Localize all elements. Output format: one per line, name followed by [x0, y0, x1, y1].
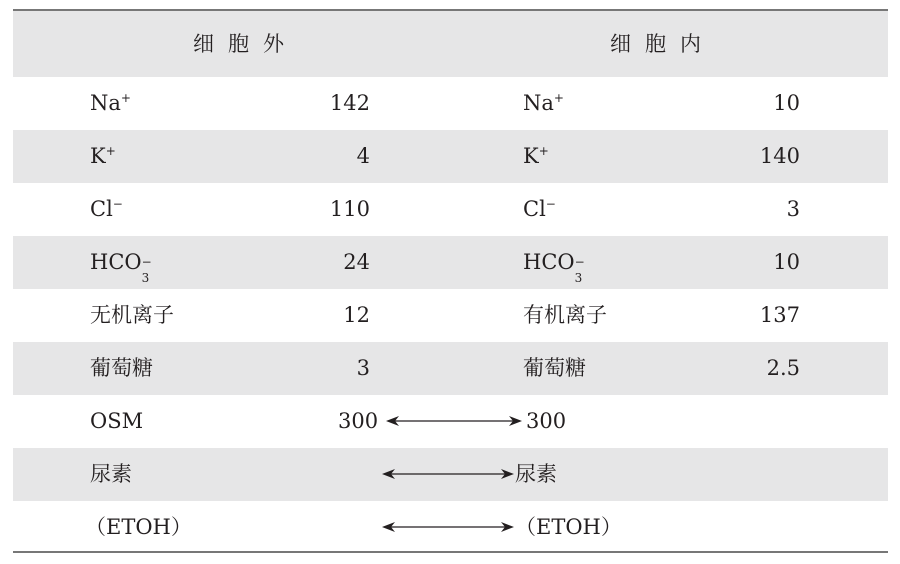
table-row — [13, 236, 888, 289]
osm-outside-value: 300 — [338, 409, 379, 433]
inside-ion: 有机离子 — [523, 303, 607, 327]
etoh-row — [13, 501, 888, 554]
outside-ion: Na+ — [90, 91, 131, 115]
bottom-rule — [13, 551, 888, 553]
header-inside: 细胞内 — [610, 32, 715, 56]
inside-ion: K+ — [523, 144, 549, 168]
inside-ion: Na+ — [523, 91, 564, 115]
osm-row — [13, 395, 888, 448]
inside-value: 140 — [759, 144, 800, 168]
outside-value: 4 — [356, 144, 370, 168]
urea-inside-label: 尿素 — [515, 462, 557, 486]
outside-value: 3 — [356, 356, 370, 380]
outside-ion: 无机离子 — [90, 303, 174, 327]
inside-ion: Cl− — [523, 197, 556, 221]
double-arrow-icon — [381, 520, 515, 534]
double-arrow-icon — [385, 414, 523, 428]
etoh-label: （ETOH） — [85, 515, 192, 539]
header-outside: 细胞外 — [193, 32, 298, 56]
outside-ion: HCO − 3 — [90, 250, 152, 285]
inside-ion: 葡萄糖 — [523, 356, 586, 380]
header-row — [13, 11, 888, 77]
table-row — [13, 289, 888, 342]
inside-value: 137 — [759, 303, 800, 327]
osm-inside-value: 300 — [526, 409, 567, 433]
outside-value: 142 — [329, 91, 370, 115]
outside-ion: 葡萄糖 — [90, 356, 153, 380]
double-arrow-icon — [381, 467, 515, 481]
urea-label: 尿素 — [90, 462, 132, 486]
table-row — [13, 130, 888, 183]
table-row — [13, 77, 888, 130]
outside-value: 12 — [343, 303, 370, 327]
inside-value: 3 — [786, 197, 800, 221]
inside-value: 2.5 — [766, 356, 800, 380]
table-row — [13, 342, 888, 395]
outside-value: 24 — [343, 250, 370, 274]
osm-label: OSM — [90, 409, 144, 433]
outside-value: 110 — [329, 197, 370, 221]
inside-value: 10 — [773, 250, 800, 274]
urea-row — [13, 448, 888, 501]
outside-ion: Cl− — [90, 197, 123, 221]
table-row — [13, 183, 888, 236]
inside-ion: HCO − 3 — [523, 250, 585, 285]
inside-value: 10 — [773, 91, 800, 115]
etoh-inside-label: （ETOH） — [515, 515, 622, 539]
outside-ion: K+ — [90, 144, 116, 168]
